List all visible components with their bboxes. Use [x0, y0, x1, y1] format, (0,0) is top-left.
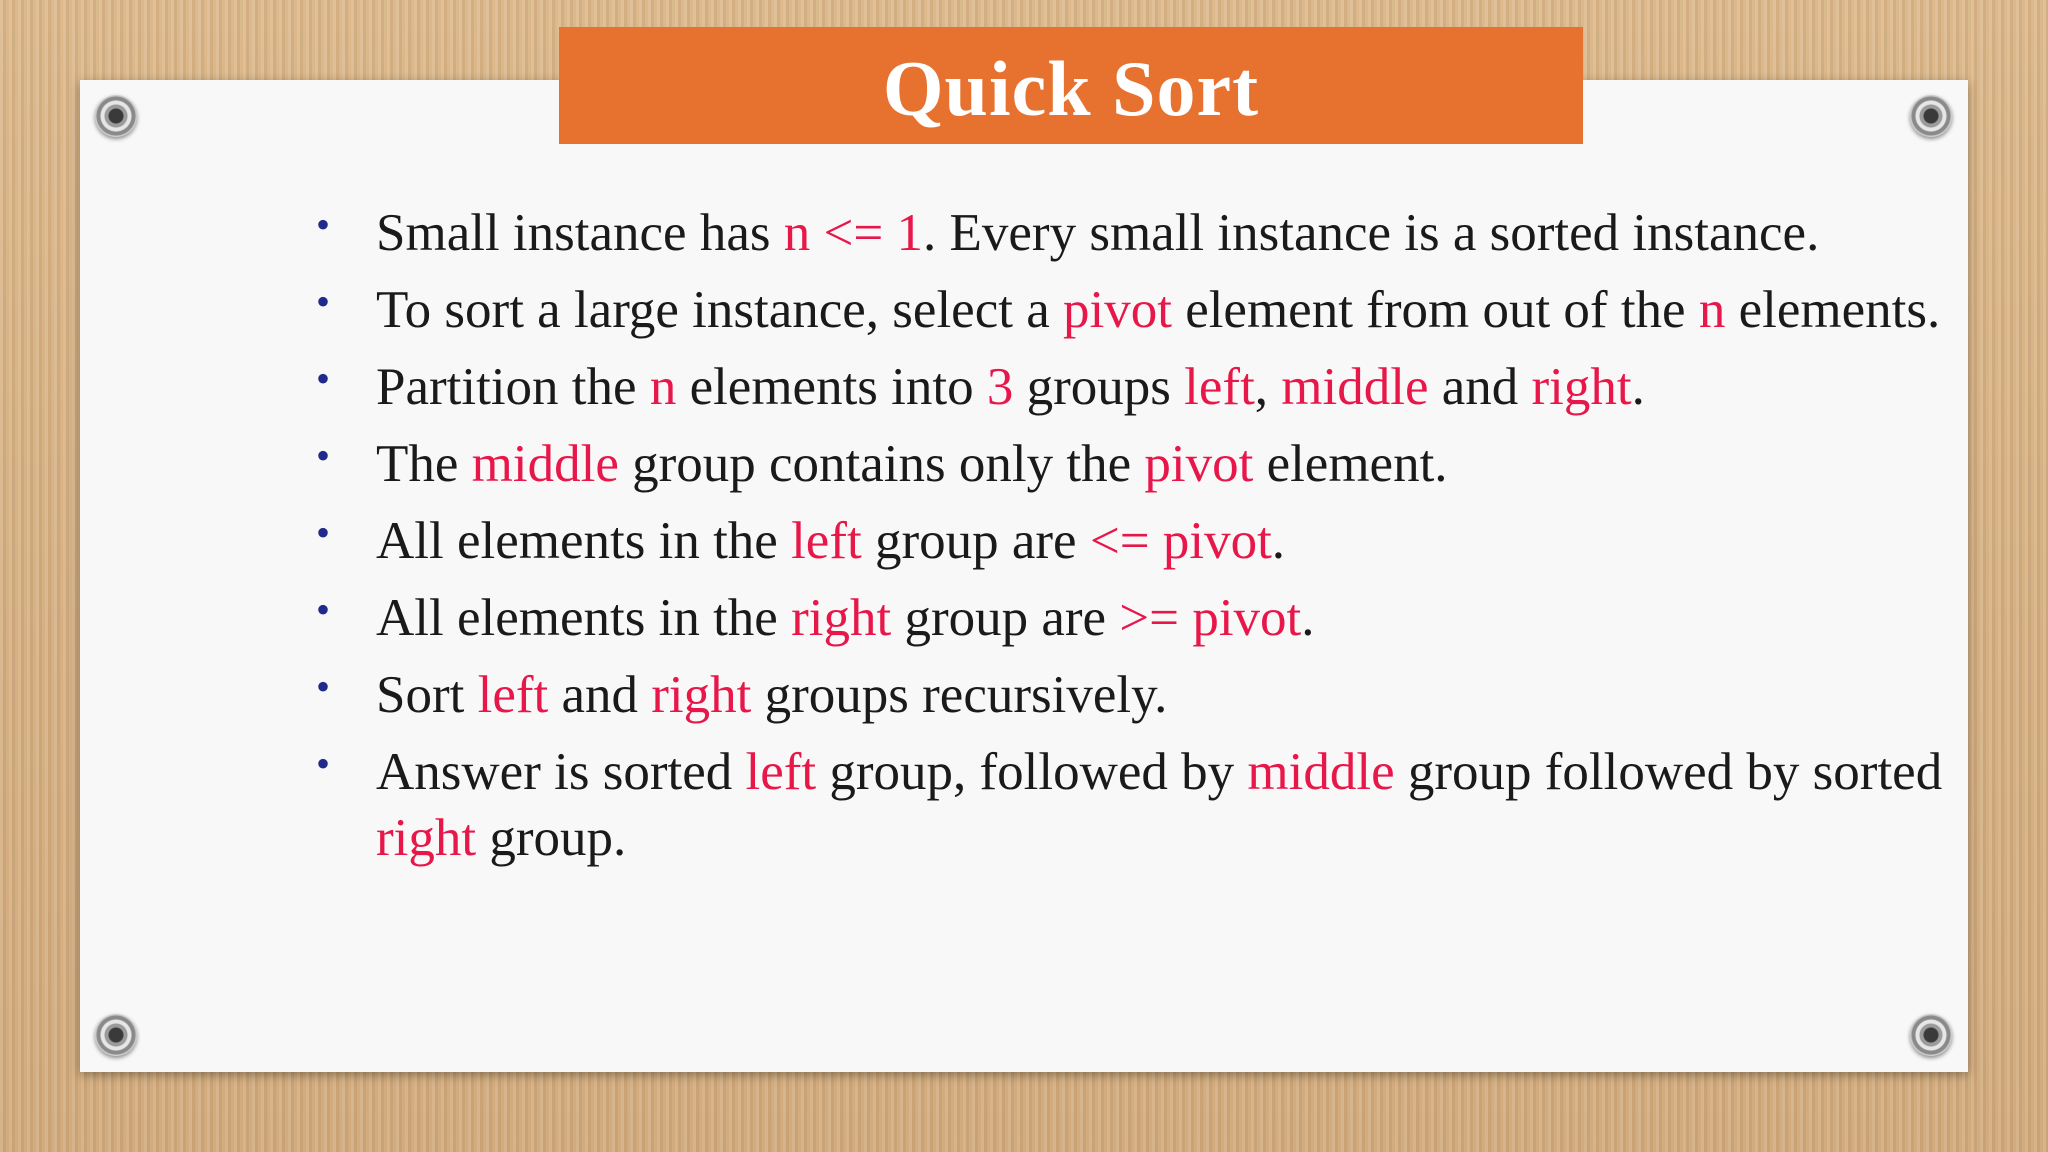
highlighted-term: middle [471, 435, 619, 493]
bullet-text: elements into [676, 358, 987, 416]
bullet-item [316, 200, 1996, 266]
highlighted-term: right [1531, 358, 1632, 416]
bullet-text: The [376, 435, 472, 493]
bullet-dot-icon: • [316, 587, 331, 632]
bullet-text: Answer is sorted [376, 743, 746, 801]
highlighted-term: left [745, 743, 817, 801]
grommet-icon [95, 1014, 137, 1056]
bullet-text: All elements in the [376, 512, 792, 570]
bullet-text: group are [891, 589, 1120, 647]
bullet-text: element from out of the [1171, 281, 1699, 339]
highlighted-term: left [477, 666, 549, 724]
bullet-text: All elements in the [376, 589, 792, 647]
bullet-text: Partition the [376, 358, 650, 416]
bullet-dot-icon: • [316, 202, 331, 247]
title-banner [559, 27, 1583, 144]
bullet-dot-icon: • [316, 664, 331, 709]
bullet-item [316, 585, 1996, 651]
highlighted-term: 3 [986, 358, 1014, 416]
bullet-text: element. [1253, 435, 1448, 493]
highlighted-term: pivot [1062, 281, 1172, 339]
bullet-text: and [548, 666, 652, 724]
bullet-dot-icon: • [316, 741, 331, 786]
bullet-item [316, 508, 1996, 574]
highlighted-term: middle [1281, 358, 1429, 416]
bullet-text: group are [861, 512, 1090, 570]
bullet-text: . [1271, 512, 1286, 570]
bullet-text: elements. [1725, 281, 1941, 339]
bullet-text: . [1301, 589, 1315, 647]
bullet-text: group followed by sorted [1394, 743, 1943, 801]
bullet-text: and [1428, 358, 1532, 416]
bullet-dot-icon: • [316, 356, 331, 401]
grommet-icon [1910, 95, 1952, 137]
bullet-dot-icon: • [316, 433, 331, 478]
bullet-item [316, 431, 1996, 497]
bullet-dot-icon: • [316, 510, 331, 555]
bullet-item [316, 739, 1996, 871]
bullet-text: groups [1013, 358, 1185, 416]
bullet-text: group contains only the [618, 435, 1145, 493]
highlighted-term: >= pivot [1119, 589, 1302, 647]
grommet-icon [1910, 1014, 1952, 1056]
grommet-icon [95, 95, 137, 137]
highlighted-term: right [376, 809, 477, 867]
highlighted-term: left [1184, 358, 1255, 416]
bullet-item [316, 277, 1996, 343]
bullet-text: groups recursively. [751, 666, 1168, 724]
bullet-item [316, 662, 1996, 728]
bullet-text: , [1254, 358, 1282, 416]
highlighted-term: n [1698, 281, 1726, 339]
bullet-text: group. [476, 809, 627, 867]
bullet-text: To sort a large instance, select a [376, 281, 1063, 339]
bullet-text: group, followed by [816, 743, 1248, 801]
bullet-text: Small instance has [376, 204, 784, 262]
highlighted-term: n [649, 358, 677, 416]
bullet-list [316, 200, 1996, 882]
bullet-item [316, 354, 1996, 420]
highlighted-term: middle [1247, 743, 1395, 801]
highlighted-term: right [791, 589, 892, 647]
bullet-text: . Every small instance is a sorted instance. [923, 204, 1820, 262]
highlighted-term: left [791, 512, 862, 570]
bullet-text: . [1631, 358, 1645, 416]
highlighted-term: <= pivot [1089, 512, 1272, 570]
highlighted-term: right [651, 666, 752, 724]
slide-title: Quick Sort [882, 44, 1260, 132]
bullet-dot-icon: • [316, 279, 331, 324]
highlighted-term: n <= 1 [783, 204, 924, 262]
highlighted-term: pivot [1144, 435, 1254, 493]
bullet-text: Sort [376, 666, 478, 724]
